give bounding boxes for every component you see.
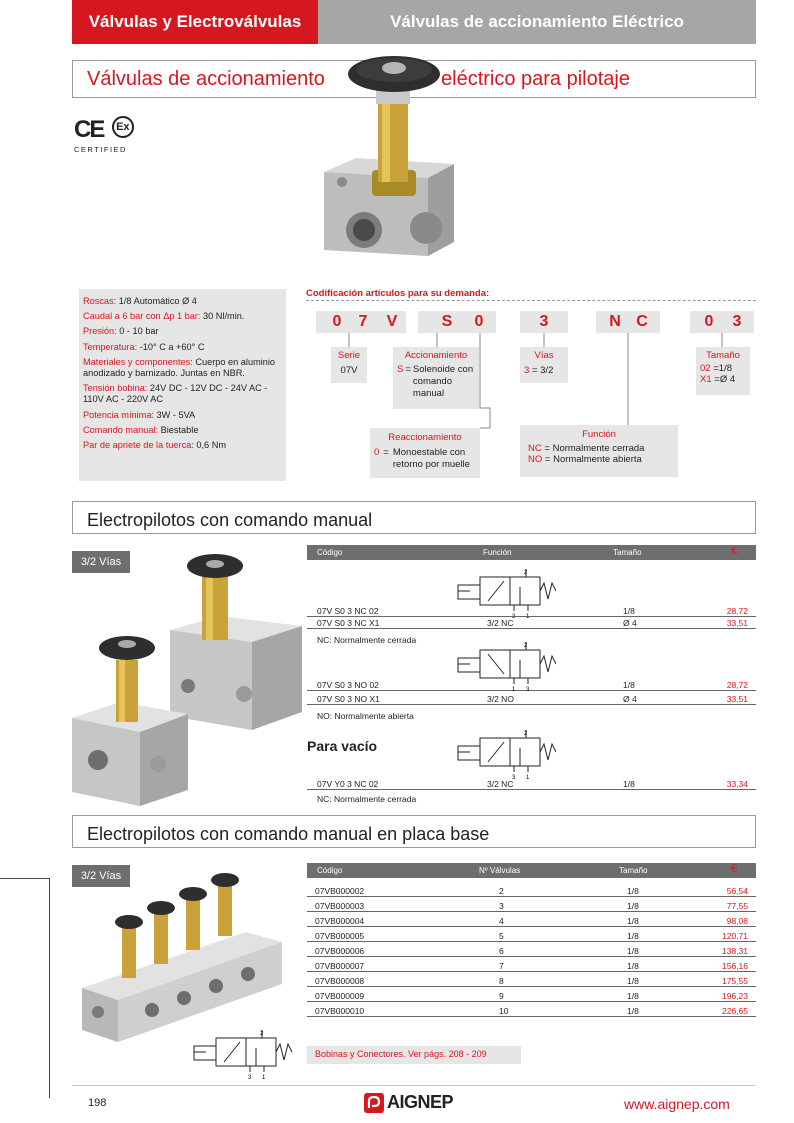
table-note: NC: Normalmente cerrada <box>317 794 417 804</box>
spec-item: Comando manual: Biestable <box>83 424 199 435</box>
cell-price: 56,54 <box>726 886 748 896</box>
vacuum-subtitle: Para vacío <box>307 738 378 754</box>
code-char: N <box>609 313 621 330</box>
cell-price: 98,08 <box>726 916 748 926</box>
page-edge-marker <box>0 878 50 1098</box>
svg-text:2: 2 <box>524 643 528 649</box>
table-row <box>307 885 756 897</box>
cell-size: 1/8 <box>627 901 639 911</box>
cell-size: 1/8 <box>627 931 639 941</box>
cell-n: 9 <box>499 991 504 1001</box>
section-title-electropilotos: Electropilotos con comando manual <box>72 501 756 534</box>
cell-size: 1/8 <box>627 961 639 971</box>
svg-text:2: 2 <box>260 1031 264 1037</box>
cell-n: 7 <box>499 961 504 971</box>
table-row <box>307 1005 756 1017</box>
svg-text:3: 3 <box>248 1075 252 1080</box>
spec-item: Temperatura: -10° C a +60° C <box>83 341 205 352</box>
cell-func: 3/2 NO <box>487 694 514 704</box>
svg-text:1: 1 <box>262 1075 266 1080</box>
cell-size: Ø 4 <box>623 694 637 704</box>
cell-size: 1/8 <box>627 916 639 926</box>
cell-code: 07V Y0 3 NC 02 <box>317 779 379 789</box>
table-row <box>307 990 756 1002</box>
code-char: 0 <box>704 313 714 330</box>
cell-size: 1/8 <box>627 886 639 896</box>
cell-n: 10 <box>499 1006 509 1016</box>
code-char: C <box>636 313 648 330</box>
cell-code: 07VB000005 <box>315 931 365 941</box>
valve-symbol-vacuum <box>452 728 556 780</box>
svg-text:1: 1 <box>526 775 530 780</box>
cell-func: 3/2 NC <box>487 618 514 628</box>
cell-code: 07VB000002 <box>315 886 365 896</box>
electropilot-product-image <box>70 544 302 806</box>
cell-n: 4 <box>499 916 504 926</box>
table-row <box>307 617 756 629</box>
aignep-logo-icon <box>364 1093 384 1113</box>
cell-code: 07VB000010 <box>315 1006 365 1016</box>
cell-size: Ø 4 <box>623 618 637 628</box>
table2-header: Código Nº Válvulas Tamaño € <box>307 863 756 878</box>
cell-price: 196,23 <box>722 991 748 1001</box>
cell-code: 07VB000009 <box>315 991 365 1001</box>
spec-item: Roscas: 1/8 Automático Ø 4 <box>83 296 197 306</box>
valve-symbol-manifold <box>186 1026 294 1080</box>
cell-code: 07V S0 3 NO 02 <box>317 680 379 690</box>
cell-n: 2 <box>499 886 504 896</box>
cell-price: 138,31 <box>722 946 748 956</box>
cell-price: 33,51 <box>726 694 748 704</box>
code-char: 0 <box>474 313 484 330</box>
main-title-part2: eléctrico para pilotaje <box>441 68 630 90</box>
table-row <box>307 605 756 617</box>
cell-price: 120,71 <box>722 931 748 941</box>
cell-price: 28,72 <box>726 680 748 690</box>
cell-price: 33,51 <box>726 618 748 628</box>
table-row <box>307 930 756 942</box>
table1-header: Código Función Tamaño € <box>307 545 756 560</box>
svg-text:1: 1 <box>512 687 516 692</box>
accionamiento-box: Accionamiento S = Solenoide con comando manual <box>393 347 479 409</box>
table-row <box>307 960 756 972</box>
footer-divider <box>72 1085 756 1086</box>
cell-price: 33,34 <box>726 779 748 789</box>
spec-item: Par de apriete de la tuerca: 0,6 Nm <box>83 440 227 451</box>
funcion-box: Función NC = Normalmente cerrada NO = Normalmente abierta <box>520 425 678 477</box>
cell-code: 07VB000003 <box>315 901 365 911</box>
bobinas-note[interactable]: Bobinas y Conectores. Ver págs. 208 - 209 <box>307 1046 521 1064</box>
svg-text:3: 3 <box>512 775 516 780</box>
spec-item: Caudal a 6 bar con Δp 1 bar: 30 Nl/min. <box>83 311 245 322</box>
cell-size: 1/8 <box>623 680 635 690</box>
table-row <box>307 900 756 912</box>
svg-text:3: 3 <box>512 614 516 619</box>
code-char: S <box>441 313 453 330</box>
main-title-part1: Válvulas de accionamiento <box>87 68 325 90</box>
cell-size: 1/8 <box>627 1006 639 1016</box>
cell-n: 5 <box>499 931 504 941</box>
cell-func: 3/2 NC <box>487 779 514 789</box>
manifold-product-image <box>76 870 290 1042</box>
table-row <box>307 945 756 957</box>
spec-item: Tensión bobina: 24V DC - 12V DC - 24V AC - 110V AC - 220V AC <box>83 383 268 405</box>
svg-text:2: 2 <box>524 570 528 576</box>
section-title-placa-base: Electropilotos con comando manual en placa base <box>72 815 756 848</box>
cell-code: 07V S0 3 NC 02 <box>317 606 379 616</box>
table-note: NC: Normalmente cerrada <box>317 635 417 645</box>
subcategory-tab: Válvulas de accionamiento Eléctrico <box>318 0 756 44</box>
cell-price: 77,55 <box>726 901 748 911</box>
section2-tag: 3/2 Vías <box>72 865 130 887</box>
cell-code: 07VB000008 <box>315 976 365 986</box>
section1-tag: 3/2 Vías <box>72 551 130 573</box>
cell-code: 07V S0 3 NO X1 <box>317 694 380 704</box>
cell-code: 07VB000007 <box>315 961 365 971</box>
cell-n: 3 <box>499 901 504 911</box>
cell-price: 28,72 <box>726 606 748 616</box>
svg-text:1: 1 <box>526 614 530 619</box>
code-char: 7 <box>358 313 368 330</box>
cell-size: 1/8 <box>627 946 639 956</box>
svg-text:3: 3 <box>526 687 530 692</box>
cell-price: 175,55 <box>722 976 748 986</box>
spec-item: Presión: 0 - 10 bar <box>83 326 159 337</box>
cell-code: 07V S0 3 NC X1 <box>317 618 380 628</box>
valve-symbol-no <box>452 640 556 692</box>
tamano-box: Tamaño 02 =1/8 X1 =Ø 4 <box>696 347 750 395</box>
website-link[interactable]: www.aignep.com <box>624 1096 730 1112</box>
cell-size: 1/8 <box>623 779 635 789</box>
table-note: NO: Normalmente abierta <box>317 711 414 721</box>
code-char: V <box>386 313 398 330</box>
page-number: 198 <box>88 1097 107 1109</box>
vias-box: Vías 3 = 3/2 <box>520 347 568 383</box>
code-char: 3 <box>539 313 549 330</box>
cell-code: 07VB000006 <box>315 946 365 956</box>
code-char: 0 <box>332 313 342 330</box>
cell-n: 8 <box>499 976 504 986</box>
ce-ex-certified-logo: CE Ex CERTIFIED <box>74 116 144 154</box>
cell-price: 226,65 <box>722 1006 748 1016</box>
reaccionamiento-box: Reaccionamiento 0 = Monoestable con retorno por muelle <box>370 428 480 478</box>
category-tab: Válvulas y Electroválvulas <box>72 0 318 44</box>
serie-box: Serie 07V <box>331 347 367 383</box>
svg-text:2: 2 <box>524 731 528 737</box>
spec-item: Materiales y componentes: Cuerpo en aluminio anodizado y barnizado. Juntas en NBR. <box>83 356 276 379</box>
spec-item: Potencia mínima: 3W - 5VA <box>83 409 196 420</box>
cell-size: 1/8 <box>627 976 639 986</box>
cell-price: 156,16 <box>722 961 748 971</box>
table-row <box>307 693 756 705</box>
cell-size: 1/8 <box>627 991 639 1001</box>
table-row <box>307 975 756 987</box>
cell-code: 07VB000004 <box>315 916 365 926</box>
cell-size: 1/8 <box>623 606 635 616</box>
aignep-logo: AIGNEP <box>364 1092 453 1113</box>
table-row <box>307 915 756 927</box>
cell-n: 6 <box>499 946 504 956</box>
code-char: 3 <box>732 313 742 330</box>
coding-title: Codificación artículos para su demanda: <box>306 288 490 299</box>
